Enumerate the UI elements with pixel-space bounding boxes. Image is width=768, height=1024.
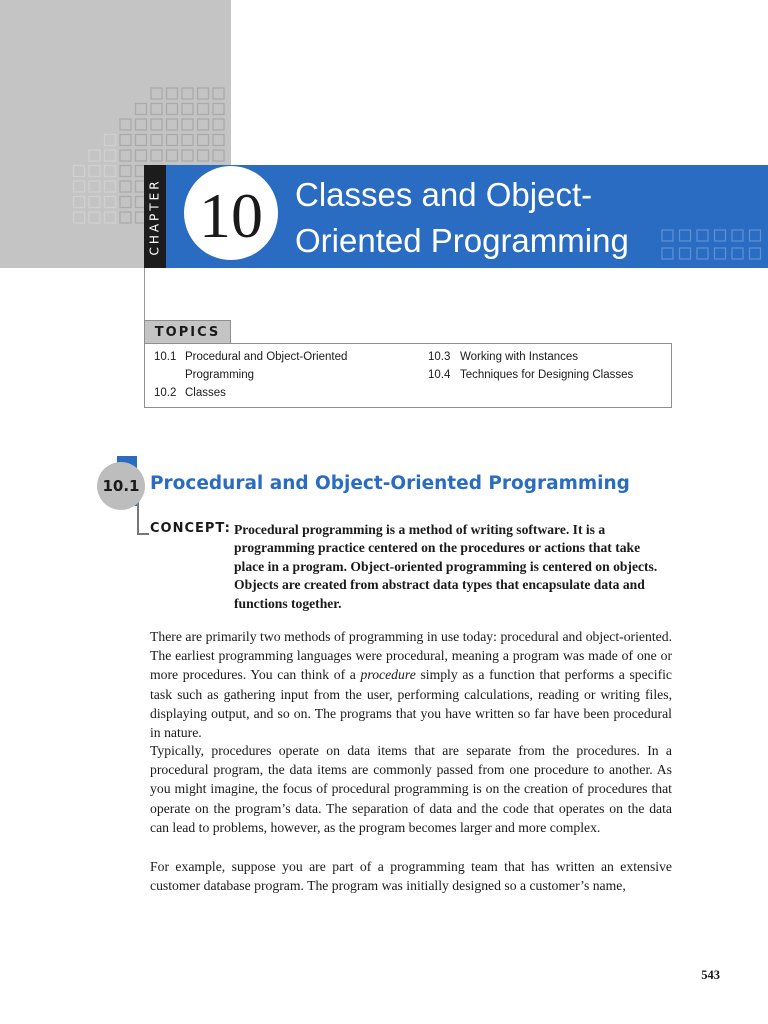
page-number: 543 bbox=[701, 968, 720, 982]
frame-divider bbox=[144, 268, 145, 320]
italic-term: procedure bbox=[360, 667, 416, 683]
concept-label: CONCEPT: bbox=[150, 521, 231, 536]
chapter-title bbox=[295, 172, 695, 264]
topics-heading: TOPICS bbox=[144, 320, 231, 344]
body-paragraph-1: There are primarily two methods of programming in use today: procedural and object-oriented. The earliest programming languages were procedural, meaning a program was made of one or more procedures. You can think of a procedure simply as a function that performs a specific task such as gathering input from the user, performing calculations, reading or writing files, displaying output, and so on. The programs that you have written so far have been procedural in nature. bbox=[150, 629, 672, 741]
body-paragraph-2: Typically, procedures operate on data items that are separate from the procedures. In a procedural program, the data items are commonly passed from one procedure to another. As you might imagine, the focus of procedural programming is on the creation of procedures that operate on the program’s data. The separation of data and the code that operates on the data can lead to problems, however, as the program becomes larger and more complex. bbox=[150, 743, 672, 835]
topic-number: 10.3 bbox=[428, 351, 451, 363]
section-title: Procedural and Object-Oriented Programming bbox=[150, 473, 630, 494]
topic-title: Working with Instances bbox=[460, 351, 579, 363]
topic-title: Techniques for Designing Classes bbox=[460, 369, 634, 381]
body-paragraph-3: For example, suppose you are part of a programming team that has written an extensive customer database program. The program was initially designed so a customer’s name, bbox=[150, 859, 672, 894]
topic-title-cont: Programming bbox=[185, 369, 255, 381]
chapter-number: 10 bbox=[199, 180, 263, 251]
concept-text: Procedural programming is a method of writing software. It is a programming practice centered on the procedures or actions that take place in a program. Object-oriented programming is centered on objects. Objects are created from abstract data types that encapsulate data and functions together. bbox=[234, 522, 658, 611]
chapter-title-line-1: Classes and Object- bbox=[295, 176, 593, 213]
concept-connector-line bbox=[137, 533, 149, 535]
topic-number: 10.1 bbox=[154, 351, 177, 363]
topic-number: 10.4 bbox=[428, 369, 451, 381]
chapter-title-line-2: Oriented Programming bbox=[295, 222, 629, 259]
chapter-label: CHAPTER bbox=[148, 177, 163, 256]
topic-title: Classes bbox=[185, 387, 226, 399]
topic-number: 10.2 bbox=[154, 387, 177, 399]
topics-box bbox=[144, 343, 672, 408]
section-number: 10.1 bbox=[102, 477, 140, 495]
topic-title: Procedural and Object-Oriented bbox=[185, 351, 348, 363]
